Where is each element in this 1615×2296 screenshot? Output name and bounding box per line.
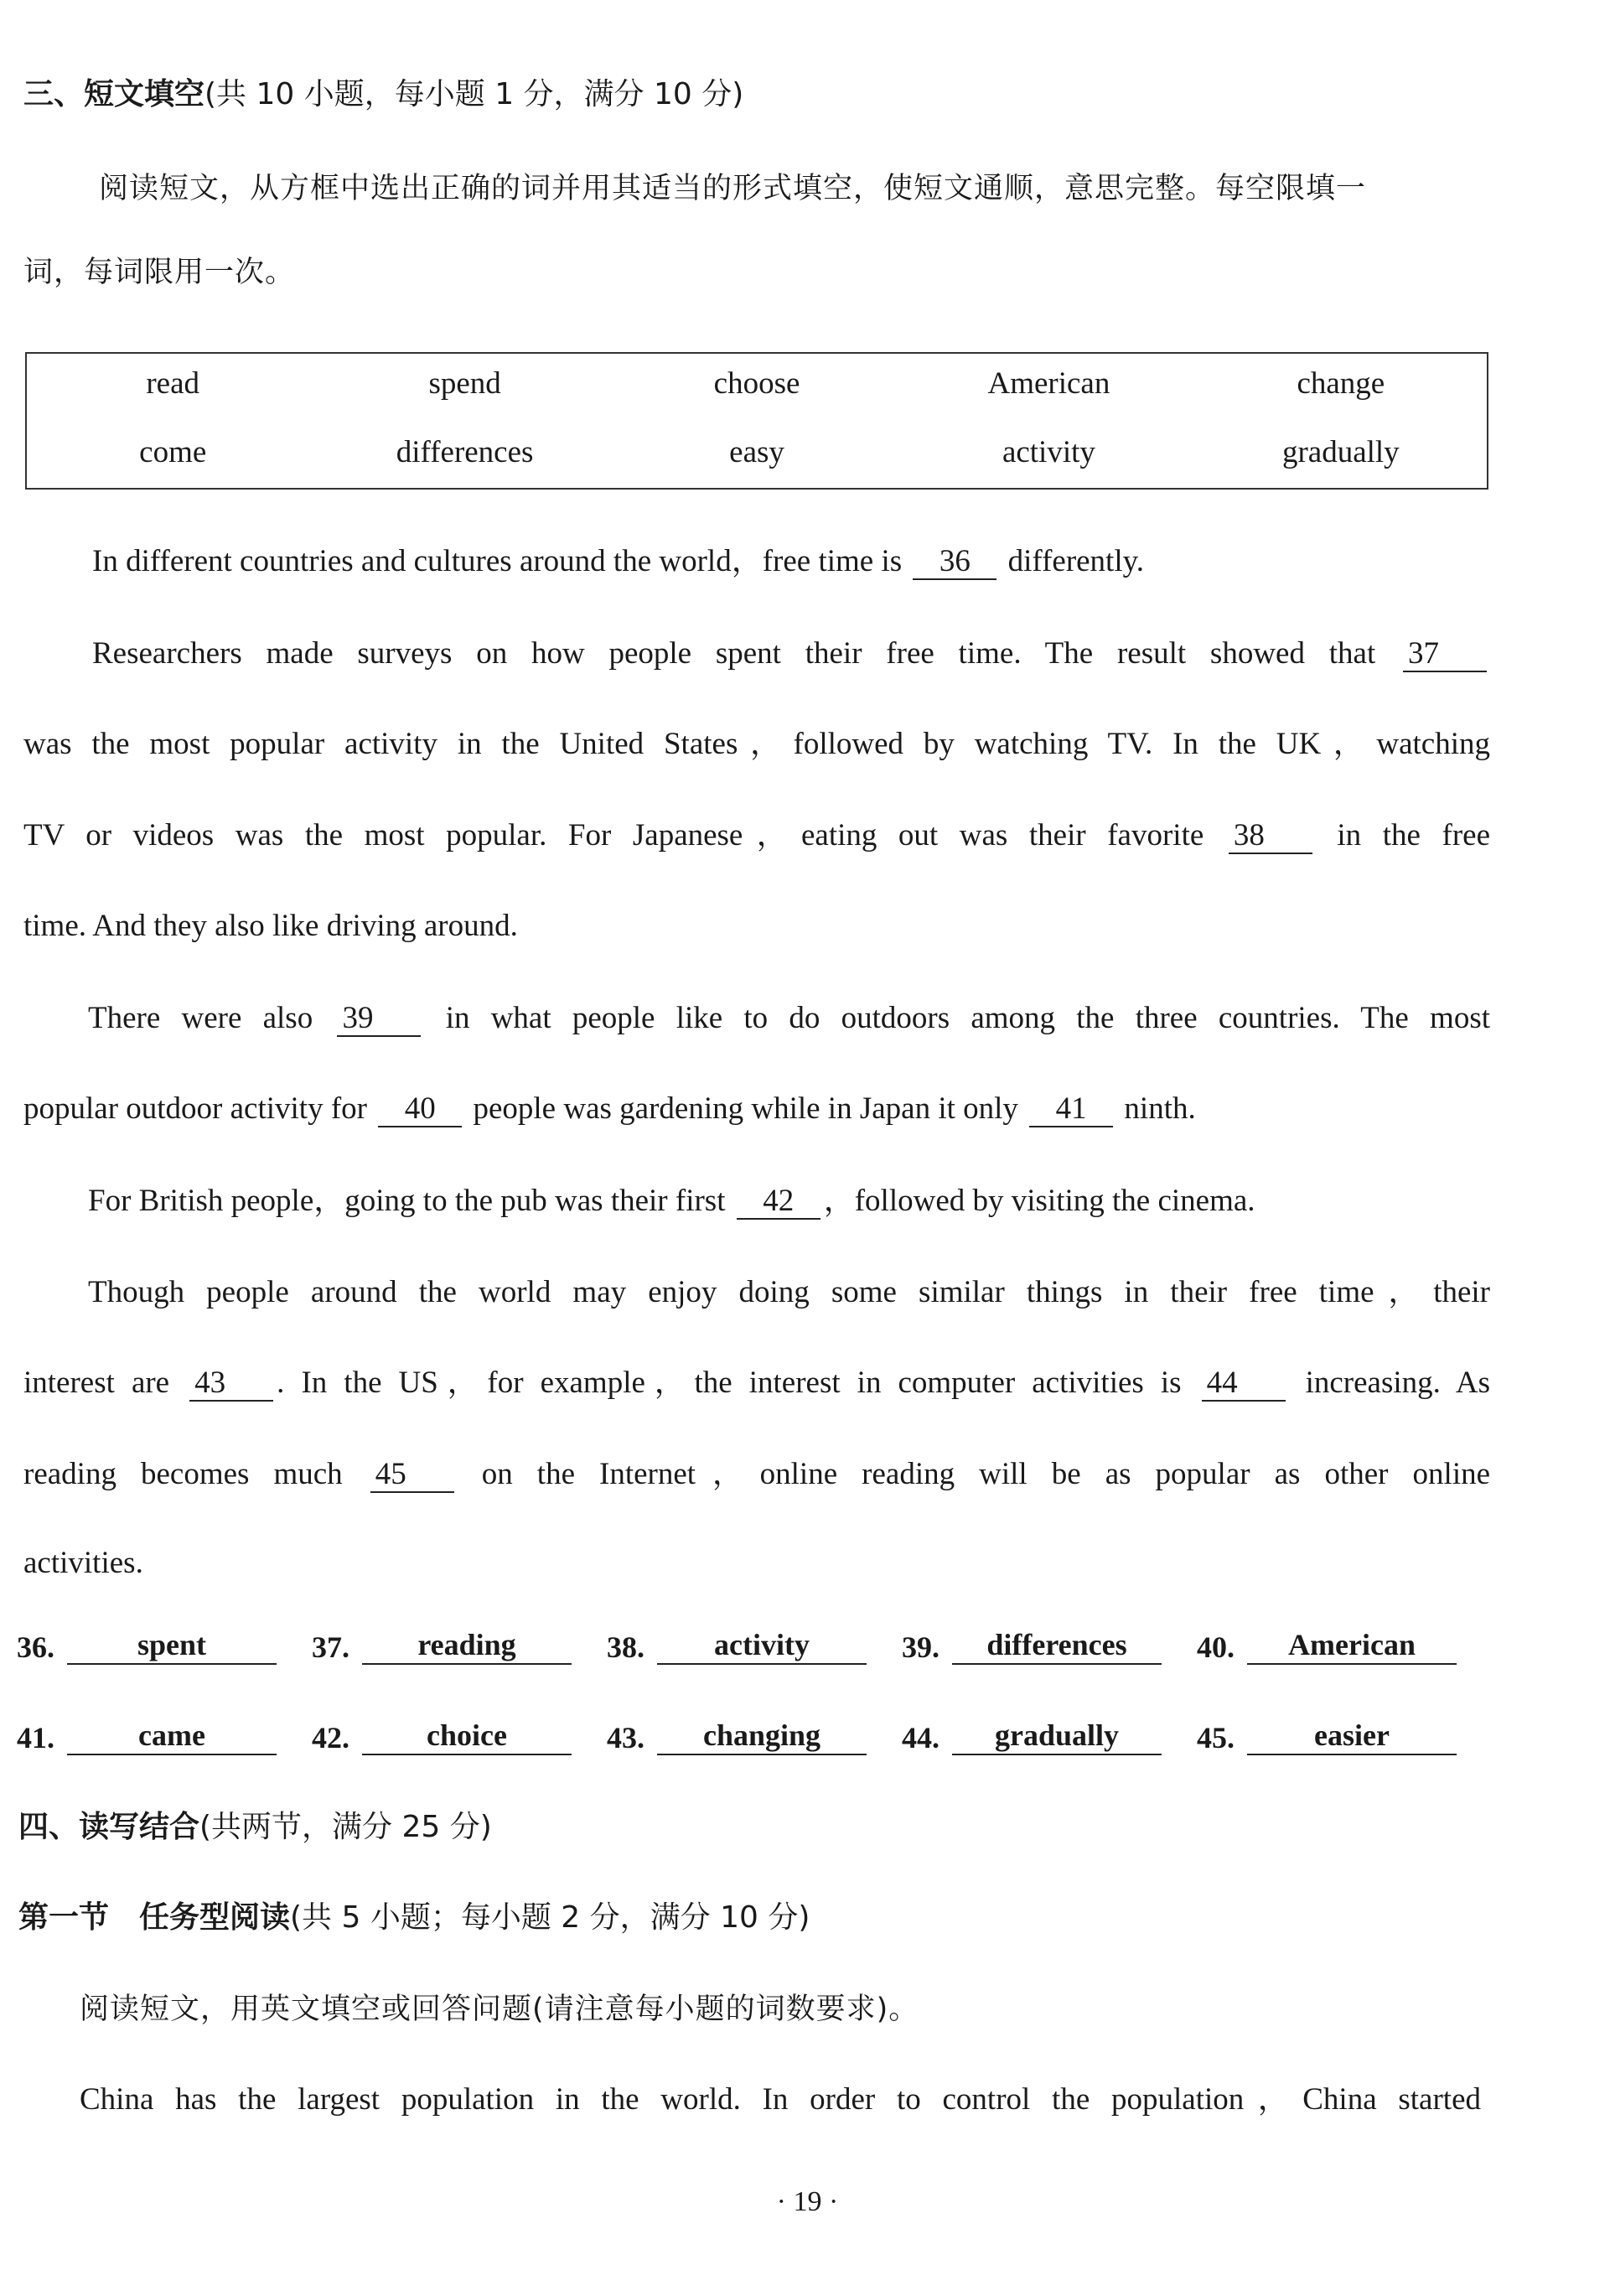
- section4-note: (共两节，满分 25 分): [199, 1810, 492, 1844]
- word-differences: differences: [396, 435, 534, 469]
- answer-number: 44.: [902, 1721, 939, 1754]
- section3-instruction-line2: 词，每词限用一次。: [23, 256, 296, 289]
- word-box-row2: [27, 434, 1487, 470]
- answer-row-1: [17, 1626, 1492, 1665]
- answer-value: reading: [362, 1626, 572, 1665]
- answer-value: choice: [362, 1717, 572, 1755]
- answer-38: [607, 1626, 902, 1665]
- passage-line-1: [92, 541, 1559, 583]
- passage-text: popular outdoor activity for: [23, 1091, 367, 1126]
- page-number: · 19 ·: [776, 2186, 839, 2217]
- passage-text: In different countries and cultures around the world，free time is: [92, 544, 903, 578]
- answer-value: came: [67, 1717, 277, 1755]
- passage-line-10: [23, 1362, 1490, 1404]
- answer-value: changing: [657, 1717, 867, 1755]
- answer-number: 41.: [17, 1721, 54, 1754]
- section4-instruction: 阅读短文，用英文填空或回答问题(请注意每小题的词数要求)。: [80, 1993, 919, 2026]
- passage-text: interest are: [23, 1366, 170, 1400]
- answer-number: 40.: [1197, 1630, 1235, 1664]
- passage-text: on the Internet，online reading will be as popular as other online: [481, 1457, 1491, 1491]
- answer-value: activity: [657, 1626, 867, 1665]
- answer-37: [312, 1626, 607, 1665]
- blank-44: 44: [1202, 1366, 1286, 1402]
- word-american: American: [987, 366, 1110, 401]
- passage-text: . In the US，for example，the interest in computer activities is: [277, 1366, 1182, 1400]
- passage-text: reading becomes much: [23, 1457, 343, 1491]
- blank-37: 37: [1403, 637, 1487, 672]
- section4-part1-note: (共 5 小题；每小题 2 分，满分 10 分): [290, 1900, 810, 1935]
- answer-value: differences: [952, 1626, 1162, 1665]
- section4-part1-title: 第一节 任务型阅读: [18, 1900, 291, 1935]
- word-box-row1: [27, 365, 1487, 402]
- word-choose: choose: [713, 366, 800, 401]
- answer-value: easier: [1247, 1717, 1457, 1755]
- passage-line-9: Though people around the world may enjoy doing some similar things in their free time，their: [88, 1275, 1490, 1309]
- section4-heading: [18, 1806, 1485, 1848]
- passage-text: increasing. As: [1305, 1366, 1491, 1400]
- answer-43: [607, 1717, 902, 1755]
- passage-text: in the free: [1337, 818, 1490, 853]
- passage-text: differently.: [1007, 544, 1144, 578]
- word-come: come: [139, 435, 207, 469]
- passage-text: Researchers made surveys on how people spent their free time. The result showed that: [92, 636, 1376, 671]
- passage-text: TV or videos was the most popular. For Japanese，eating out was their favorite: [23, 818, 1204, 853]
- blank-43: 43: [189, 1366, 273, 1402]
- answer-number: 42.: [312, 1721, 349, 1754]
- answer-39: [902, 1626, 1197, 1665]
- answer-value: American: [1247, 1626, 1457, 1665]
- passage-line-4: [23, 815, 1490, 857]
- passage-text: There were also: [88, 1001, 313, 1035]
- passage-text: ，followed by visiting the cinema.: [823, 1184, 1255, 1218]
- blank-41: 41: [1029, 1092, 1113, 1127]
- passage-text: For British people，going to the pub was their first: [88, 1184, 726, 1218]
- passage-line-12: activities.: [23, 1546, 143, 1580]
- blank-40: 40: [378, 1092, 462, 1127]
- section3-note: (共 10 小题，每小题 1 分，满分 10 分): [204, 77, 744, 111]
- blank-38: 38: [1229, 819, 1312, 854]
- section4-passage-start: China has the largest population in the world. In order to control the population，China started: [80, 2082, 1481, 2117]
- blank-36: 36: [913, 545, 996, 580]
- passage-line-2: [92, 633, 1490, 675]
- answer-41: [17, 1717, 312, 1755]
- answer-number: 39.: [902, 1630, 939, 1664]
- passage-text: people was gardening while in Japan it only: [473, 1091, 1018, 1126]
- answer-number: 45.: [1197, 1721, 1235, 1754]
- answer-value: spent: [67, 1626, 277, 1665]
- passage-line-11: [23, 1454, 1490, 1495]
- passage-line-7: [23, 1088, 1490, 1130]
- passage-line-3: was the most popular activity in the United States，followed by watching TV. In the UK，watching: [23, 727, 1490, 761]
- answer-number: 38.: [607, 1630, 644, 1664]
- answer-36: [17, 1626, 312, 1665]
- blank-42: 42: [737, 1184, 820, 1220]
- passage-text: in what people like to do outdoors among the three countries. The most: [445, 1001, 1491, 1035]
- passage-line-8: [88, 1180, 1555, 1222]
- section3-instruction-line1: 阅读短文，从方框中选出正确的词并用其适当的形式填空，使短文通顺，意思完整。每空限填一: [99, 172, 1367, 205]
- word-spend: spend: [428, 366, 501, 401]
- word-change: change: [1297, 366, 1385, 401]
- section3-heading: [23, 74, 1490, 116]
- passage-line-6: [88, 998, 1490, 1039]
- answer-42: [312, 1717, 607, 1755]
- word-easy: easy: [729, 435, 784, 469]
- passage-text: ninth.: [1124, 1091, 1196, 1126]
- answer-45: [1197, 1717, 1492, 1755]
- section4-title: 四、读写结合: [18, 1810, 200, 1844]
- answer-number: 36.: [17, 1630, 54, 1664]
- answer-value: gradually: [952, 1717, 1162, 1755]
- answer-40: [1197, 1626, 1492, 1665]
- word-activity: activity: [1002, 435, 1095, 469]
- section3-title: 三、短文填空: [23, 77, 205, 111]
- word-box: [25, 352, 1488, 490]
- word-gradually: gradually: [1281, 435, 1400, 469]
- answer-number: 37.: [312, 1630, 349, 1664]
- answer-row-2: [17, 1717, 1492, 1755]
- answer-44: [902, 1717, 1197, 1755]
- section4-part1-heading: [18, 1897, 1485, 1939]
- passage-line-5: time. And they also like driving around.: [23, 909, 518, 943]
- blank-39: 39: [337, 1002, 421, 1037]
- answer-number: 43.: [607, 1721, 644, 1754]
- blank-45: 45: [370, 1458, 454, 1493]
- word-read: read: [146, 366, 200, 401]
